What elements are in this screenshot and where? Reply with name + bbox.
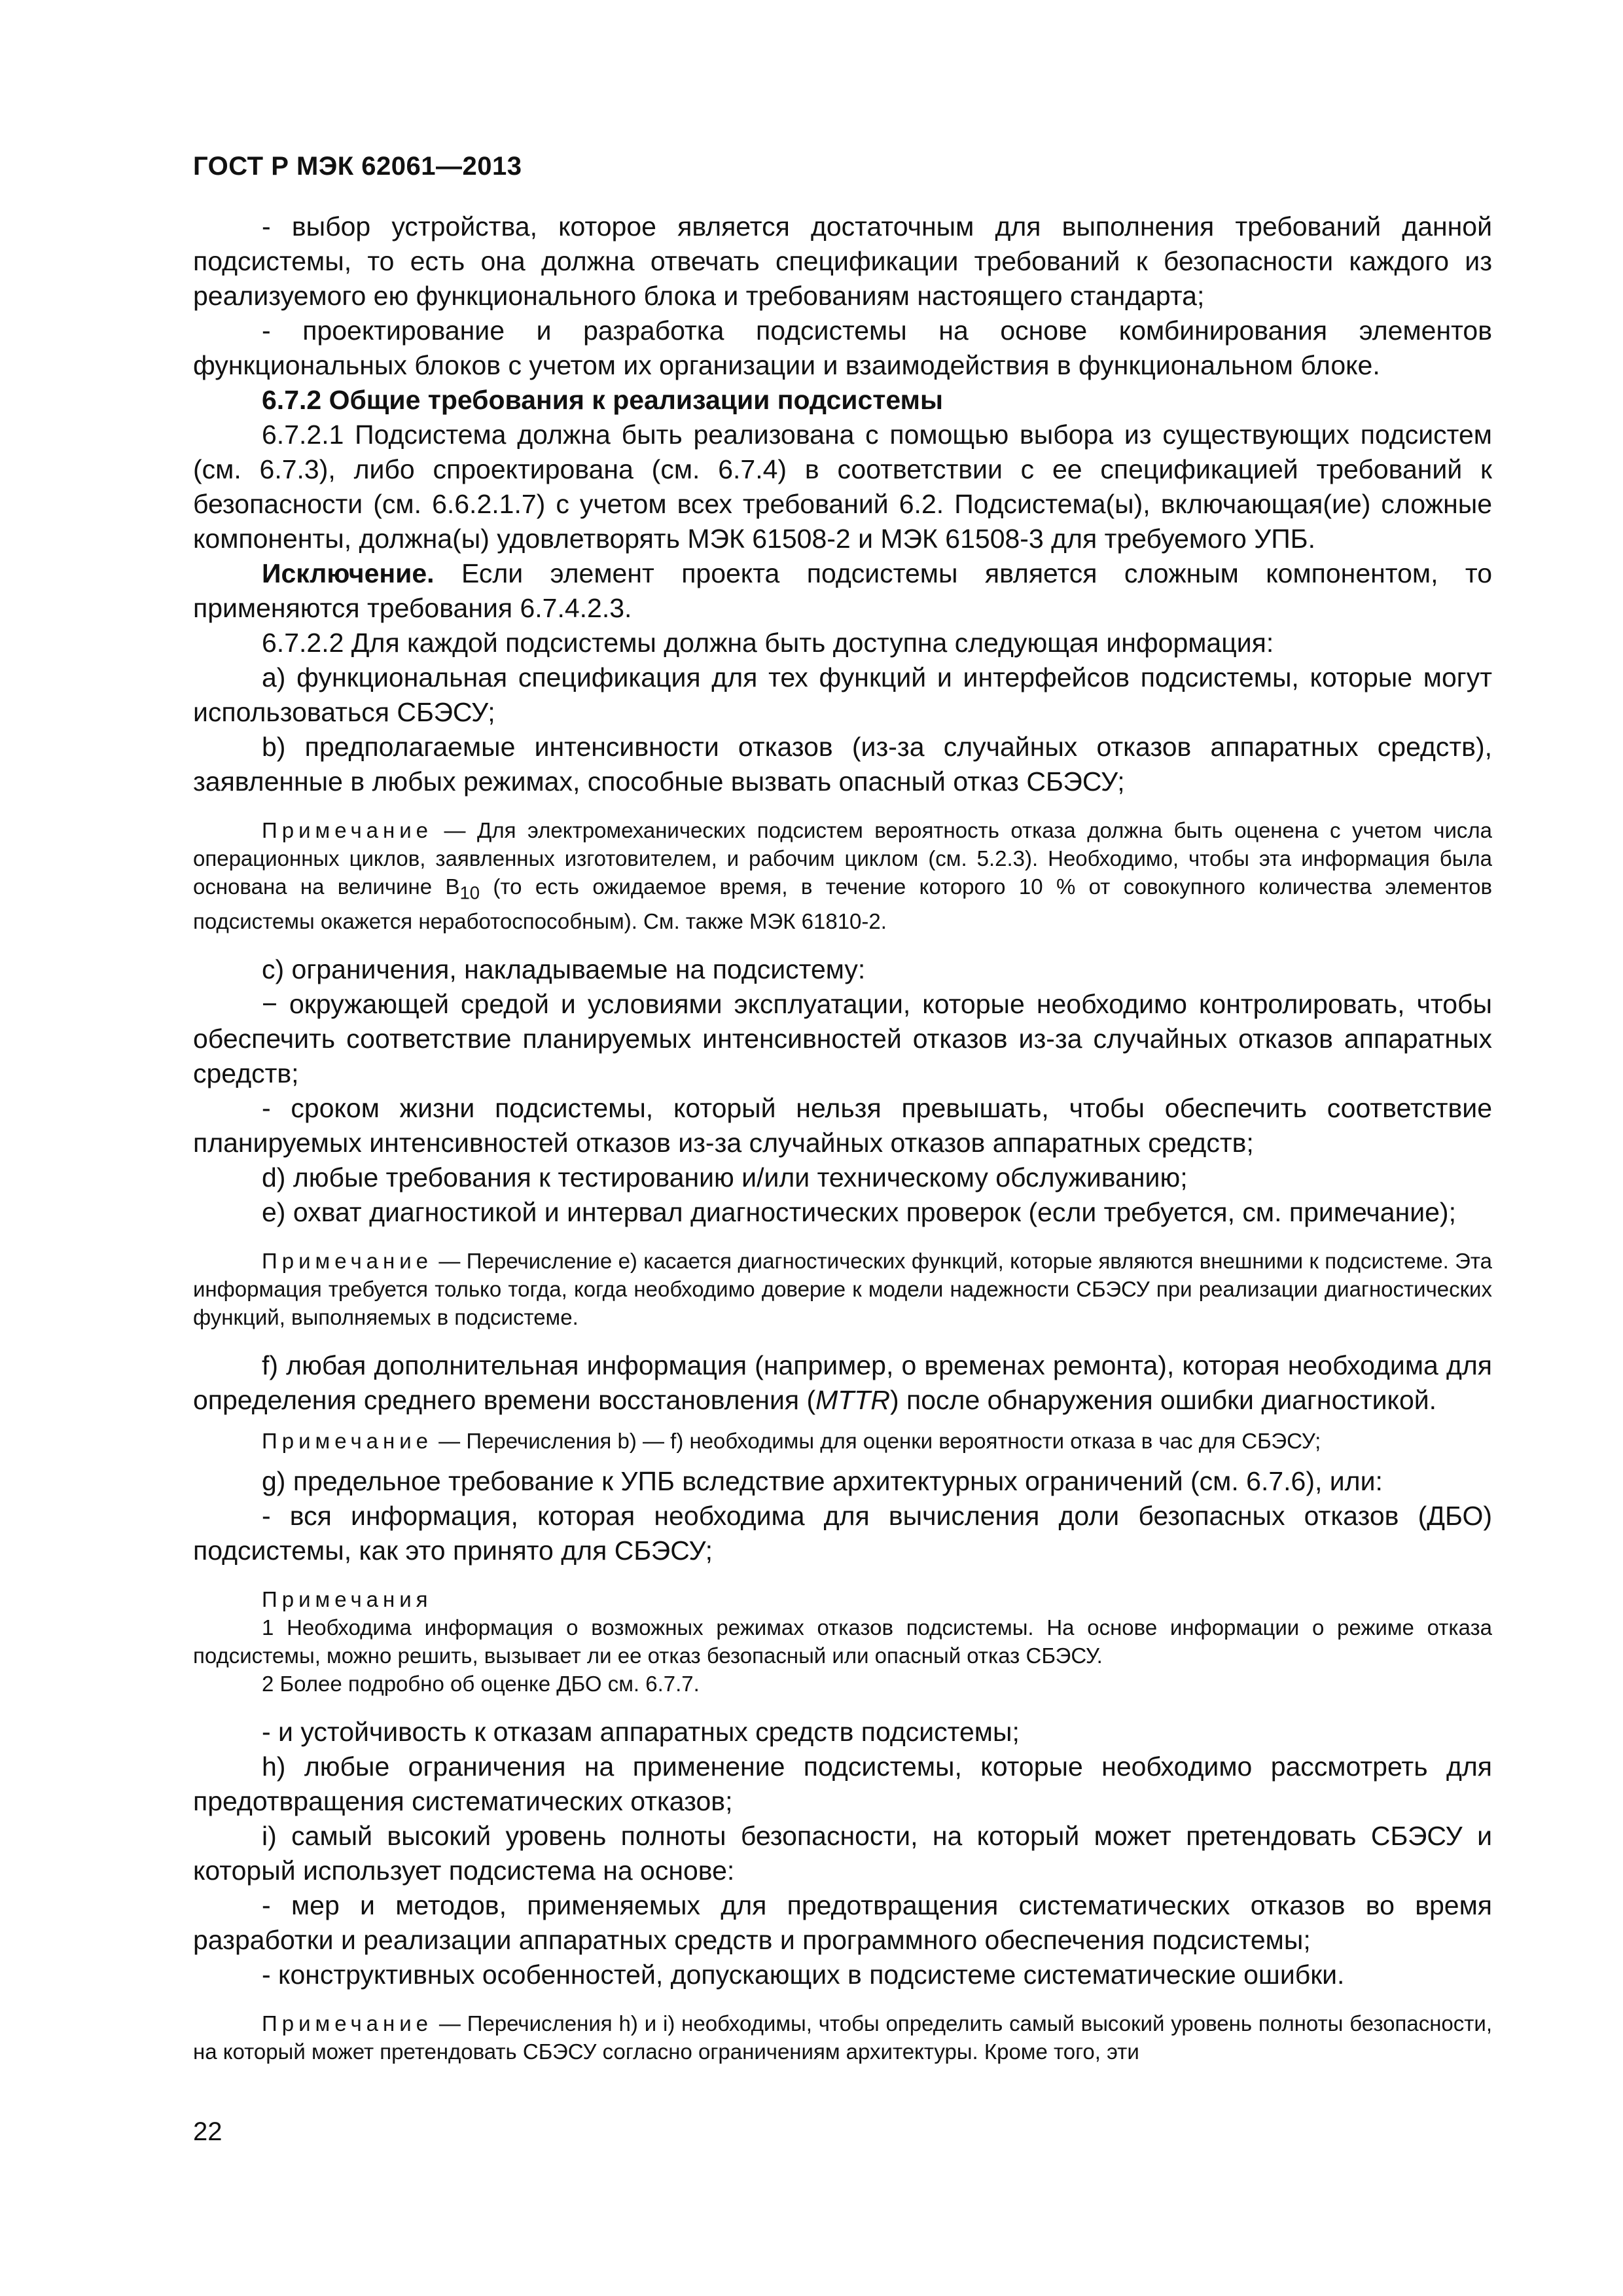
paragraph: − окружающей средой и условиями эксплуатации, которые необходимо контролировать, чтобы обеспечить соответствие планируемых интенсивностей отказов из-за случайных отказов аппаратных средств; xyxy=(193,988,1492,1088)
page-body xyxy=(193,209,1492,2066)
paragraph: - вся информация, которая необходима для вычисления доли безопасных отказов (ДБО) подсистемы, как это принято для СБЭСУ; xyxy=(193,1500,1492,1566)
paragraph: - сроком жизни подсистемы, который нельзя превышать, чтобы обеспечить соответствие планируемых интенсивностей отказов из-за случайных отказов аппаратных средств; xyxy=(193,1092,1492,1158)
list-item-c: c) ограничения, накладываемые на подсистему: xyxy=(262,954,866,984)
mttr-term: MTTR xyxy=(815,1384,890,1415)
note-label: Примечание xyxy=(262,1428,433,1453)
section-heading-6-7-2: 6.7.2 Общие требования к реализации подсистемы xyxy=(262,385,943,415)
paragraph: 6.7.2.1 Подсистема должна быть реализована с помощью выбора из существующих подсистем (см. 6.7.3), либо спроектирована (см. 6.7.4) в соответствии с ее спецификацией требований к безопасности (см. 6.6.2.1.7) с учетом всех требований 6.2. Подсистема(ы), включающая(ие) сложные компоненты, должна(ы) удовлетворять МЭК 61508-2 и МЭК 61508-3 для требуемого УПБ. xyxy=(193,420,1492,554)
page-number: 22 xyxy=(193,2117,223,2146)
exception-label: Исключение. xyxy=(262,558,435,588)
list-item-i: i) самый высокий уровень полноты безопасности, на который может претендовать СБЭСУ и который использует подсистема на основе: xyxy=(193,1820,1492,1886)
paragraph: - конструктивных особенностей, допускающих в подсистеме систематические ошибки. xyxy=(262,1959,1345,1990)
paragraph: - выбор устройства, которое является достаточным для выполнения требований данной подсистемы, то есть она должна отвечать спецификации требований к безопасности каждого из реализуемого ею функционального блока и требованиям настоящего стандарта; xyxy=(193,211,1492,311)
note-label: Примечание xyxy=(262,2011,433,2036)
paragraph: - мер и методов, применяемых для предотвращения систематических отказов во время разработки и реализации аппаратных средств и программного обеспечения подсистемы; xyxy=(193,1890,1492,1955)
b10-subscript: 10 xyxy=(459,882,480,903)
exception-text: Если элемент проекта подсистемы является сложным компонентом, то применяются требования 6.7.4.2.3. xyxy=(193,558,1492,623)
note-1: Примечание — Для электромеханических подсистем вероятность отказа должна быть оценена с учетом числа операционных циклов, заявленных изготовителем, и рабочим циклом (см. 5.2.3). Необходимо, чтобы эта информация была основана на величине $B_{10}$ (то есть ожидаемое время, в течение которого 10 % от совокупного количества элементов подсистемы окажется неработоспособным). См. также МЭК 61810-2. xyxy=(193,818,1492,933)
note-2: Примечание — Перечисление e) касается диагностических функций, которые являются внешними к подсистеме. Эта информация требуется только тогда, когда необходимо доверие к модели надежности СБЭСУ при реализации диагностических функций, выполняемых в подсистеме. xyxy=(193,1248,1492,1329)
list-item-a: a) функциональная спецификация для тех функций и интерфейсов подсистемы, которые могут использоваться СБЭСУ; xyxy=(193,662,1492,727)
note-3: Примечание — Перечисления b) — f) необходимы для оценки вероятности отказа в час для СБЭСУ; xyxy=(262,1428,1321,1453)
paragraph: 6.7.2.2 Для каждой подсистемы должна быть доступна следующая информация: xyxy=(262,628,1274,658)
note-label: Примечание xyxy=(262,1248,433,1273)
paragraph: - и устойчивость к отказам аппаратных средств подсистемы; xyxy=(262,1716,1020,1747)
note-4-1: 1 Необходима информация о возможных режимах отказов подсистемы. На основе информации о режиме отказа подсистемы, можно решить, вызывает ли ее отказ безопасный или опасный отказ СБЭСУ. xyxy=(193,1615,1492,1668)
list-item-d: d) любые требования к тестированию и/или техническому обслуживанию; xyxy=(262,1162,1188,1193)
list-item-e: e) охват диагностикой и интервал диагностических проверок (если требуется, см. примечание); xyxy=(262,1196,1456,1227)
note-label: Примечание xyxy=(262,818,433,842)
list-item-b: b) предполагаемые интенсивности отказов (из-за случайных отказов аппаратных средств), заявленные в любых режимах, способные вызвать опасный отказ СБЭСУ; xyxy=(193,732,1492,797)
list-item-h: h) любые ограничения на применение подсистемы, которые необходимо рассмотреть для предотвращения систематических отказов; xyxy=(193,1751,1492,1816)
paragraph: - проектирование и разработка подсистемы на основе комбинирования элементов функциональных блоков с учетом их организации и взаимодействия в функциональном блоке. xyxy=(193,315,1492,380)
note-4-2: 2 Более подробно об оценке ДБО см. 6.7.7. xyxy=(262,1671,700,1696)
document-header: ГОСТ Р МЭК 62061—2013 xyxy=(193,152,522,181)
note-5: Примечание — Перечисления h) и i) необходимы, чтобы определить самый высокий уровень полноты безопасности, на который может претендовать СБЭСУ согласно ограничениям архитектуры. Кроме того, эти xyxy=(193,2011,1492,2064)
exception-paragraph xyxy=(193,556,1492,626)
list-item-f: f) любая дополнительная информация (например, о временах ремонта), которая необходима для определения среднего времени восстановления (MTTR) после обнаружения ошибки диагностикой. xyxy=(193,1350,1492,1415)
list-item-g: g) предельное требование к УПБ вследствие архитектурных ограничений (см. 6.7.6), или: xyxy=(262,1465,1383,1496)
notes-heading: Примечания xyxy=(262,1587,433,1611)
